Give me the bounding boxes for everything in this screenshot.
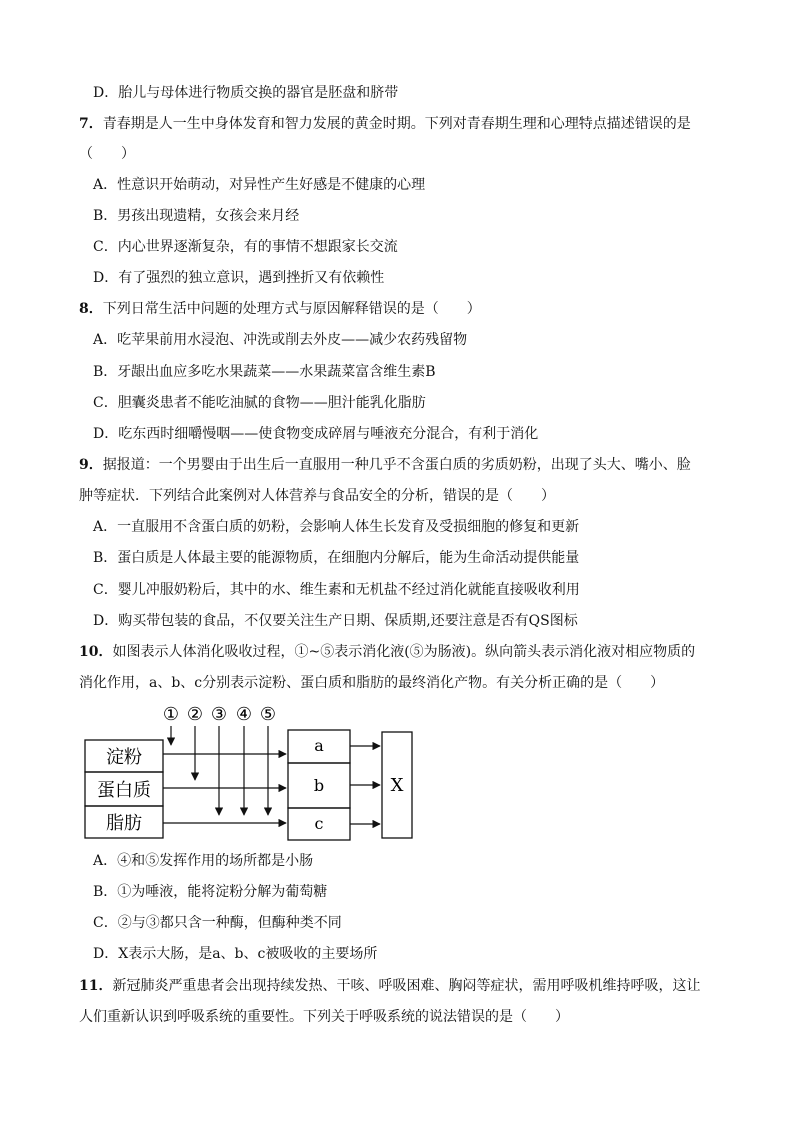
- product-label-a: a: [314, 736, 324, 755]
- product-label-b: b: [313, 776, 325, 795]
- q8-option-d: D．吃东西时细嚼慢咽——使食物变成碎屑与唾液充分混合，有利于消化: [93, 426, 539, 442]
- question-11-number: 11．: [79, 978, 113, 994]
- q9-option-d: D．购买带包装的食品，不仅要关注生产日期、保质期,还要注意是否有QS图标: [93, 613, 578, 629]
- product-label-c: c: [314, 814, 324, 833]
- question-11-stem-line1: 新冠肺炎严重患者会出现持续发热、干咳、呼吸困难、胸闷等症状，需用呼吸机维持呼吸，这让: [112, 978, 701, 994]
- q7-option-b: B．男孩出现遗精，女孩会来月经: [93, 208, 300, 224]
- q7-option-d: D．有了强烈的独立意识，遇到挫折又有依赖性: [93, 270, 385, 286]
- q10-option-d: D．X表示大肠，是a、b、c被吸收的主要场所: [93, 946, 378, 962]
- question-9-stem: [79, 455, 691, 475]
- question-10-number: 10．: [79, 644, 113, 660]
- question-8-number: 8．: [79, 301, 103, 317]
- question-9-stem-line2: 肿等症状．下列结合此案例对人体营养与食品安全的分析，错误的是（ ）: [79, 488, 555, 504]
- juice-label-2: ②: [186, 704, 204, 725]
- q8-option-c: C．胆囊炎患者不能吃油腻的食物——胆汁能乳化脂肪: [93, 395, 426, 411]
- question-7-stem: [79, 114, 691, 134]
- q10-option-a: A．④和⑤发挥作用的场所都是小肠: [93, 853, 314, 869]
- q8-option-b: B．牙龈出血应多吃水果蔬菜——水果蔬菜富含维生素B: [93, 364, 436, 380]
- q7-option-a: A．性意识开始萌动，对异性产生好感是不健康的心理: [93, 177, 426, 193]
- q9-option-c: C．婴儿冲服奶粉后，其中的水、维生素和无机盐不经过消化就能直接吸收利用: [93, 582, 580, 598]
- q9-option-b: B．蛋白质是人体最主要的能源物质，在细胞内分解后，能为生命活动提供能量: [93, 550, 580, 566]
- question-7-stem-line1: 青春期是人一生中身体发育和智力发展的黄金时期。下列对青春期生理和心理特点描述错误的是: [102, 116, 691, 132]
- organ-label-x: X: [390, 775, 404, 796]
- digestion-diagram: [80, 700, 420, 845]
- q8-option-a: A．吃苹果前用水浸泡、冲洗或削去外皮——减少农药残留物: [93, 332, 468, 348]
- question-10-stem-line1: 如图表示人体消化吸收过程，①~⑤表示消化液(⑤为肠液)。纵向箭头表示消化液对相应物质的: [112, 644, 696, 660]
- nutrient-label-starch: 淀粉: [106, 747, 142, 768]
- question-11-stem: [79, 976, 700, 996]
- q9-option-a: A．一直服用不含蛋白质的奶粉，会影响人体生长发育及受损细胞的修复和更新: [93, 519, 580, 535]
- question-10-stem: [79, 642, 695, 662]
- juice-label-1: ①: [162, 704, 180, 725]
- juice-label-5: ⑤: [259, 704, 277, 725]
- q10-option-b: B．①为唾液，能将淀粉分解为葡萄糖: [93, 884, 328, 900]
- nutrient-label-protein: 蛋白质: [97, 780, 151, 801]
- question-11-stem-line2: 人们重新认识到呼吸系统的重要性。下列关于呼吸系统的说法错误的是（ ）: [79, 1009, 569, 1025]
- nutrient-label-fat: 脂肪: [106, 813, 142, 834]
- question-7-stem-line2: （ ）: [79, 146, 135, 162]
- question-9-stem-line1: 据报道：一个男婴由于出生后一直服用一种几乎不含蛋白质的劣质奶粉，出现了头大、嘴小、脸: [102, 457, 691, 473]
- juice-label-4: ④: [235, 704, 253, 725]
- question-9-number: 9．: [79, 457, 103, 473]
- q6-option-d: D．胎儿与母体进行物质交换的器官是胚盘和脐带: [93, 85, 399, 101]
- question-8-stem: [79, 299, 481, 319]
- q10-option-c: C．②与③都只含一种酶，但酶种类不同: [93, 915, 342, 931]
- question-8-stem-text: 下列日常生活中问题的处理方式与原因解释错误的是（ ）: [102, 301, 481, 317]
- question-7-number: 7．: [79, 116, 103, 132]
- q7-option-c: C．内心世界逐渐复杂，有的事情不想跟家长交流: [93, 239, 398, 255]
- juice-label-3: ③: [210, 704, 228, 725]
- question-10-stem-line2: 消化作用，a、b、c分别表示淀粉、蛋白质和脂肪的最终消化产物。有关分析正确的是（ ）: [79, 675, 665, 691]
